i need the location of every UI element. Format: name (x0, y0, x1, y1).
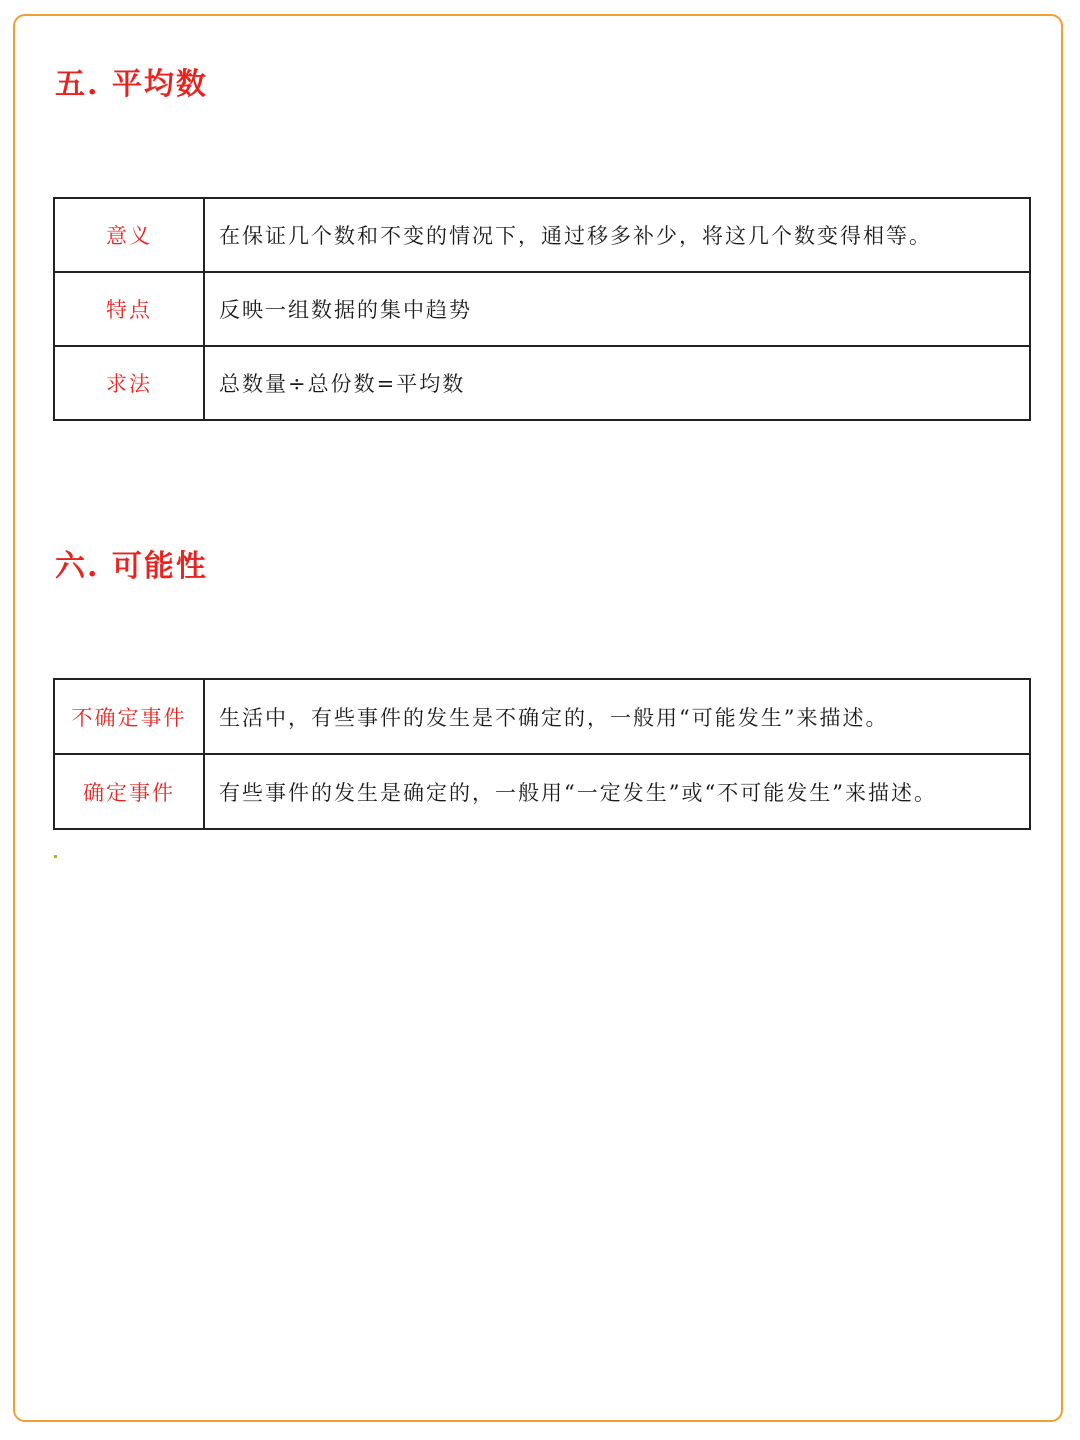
table-row (54, 346, 1030, 420)
section-heading-probability: 六. 可能性 (55, 549, 208, 584)
row-label: 求法 (54, 346, 204, 420)
table-row (54, 272, 1030, 346)
row-label: 意义 (54, 198, 204, 272)
stray-dot (54, 855, 57, 858)
probability-table (53, 678, 1031, 830)
row-content: 有些事件的发生是确定的，一般用“一定发生”或“不可能发生”来描述。 (204, 754, 1030, 829)
row-content: 反映一组数据的集中趋势 (204, 272, 1030, 346)
table-row (54, 198, 1030, 272)
row-label: 特点 (54, 272, 204, 346)
row-label: 不确定事件 (54, 679, 204, 754)
table-row (54, 679, 1030, 754)
section-heading-average: 五. 平均数 (55, 67, 208, 102)
average-table (53, 197, 1031, 421)
table-row (54, 754, 1030, 829)
row-content: 总数量÷总份数=平均数 (204, 346, 1030, 420)
row-content: 在保证几个数和不变的情况下，通过移多补少，将这几个数变得相等。 (204, 198, 1030, 272)
row-content: 生活中，有些事件的发生是不确定的，一般用“可能发生”来描述。 (204, 679, 1030, 754)
row-label: 确定事件 (54, 754, 204, 829)
